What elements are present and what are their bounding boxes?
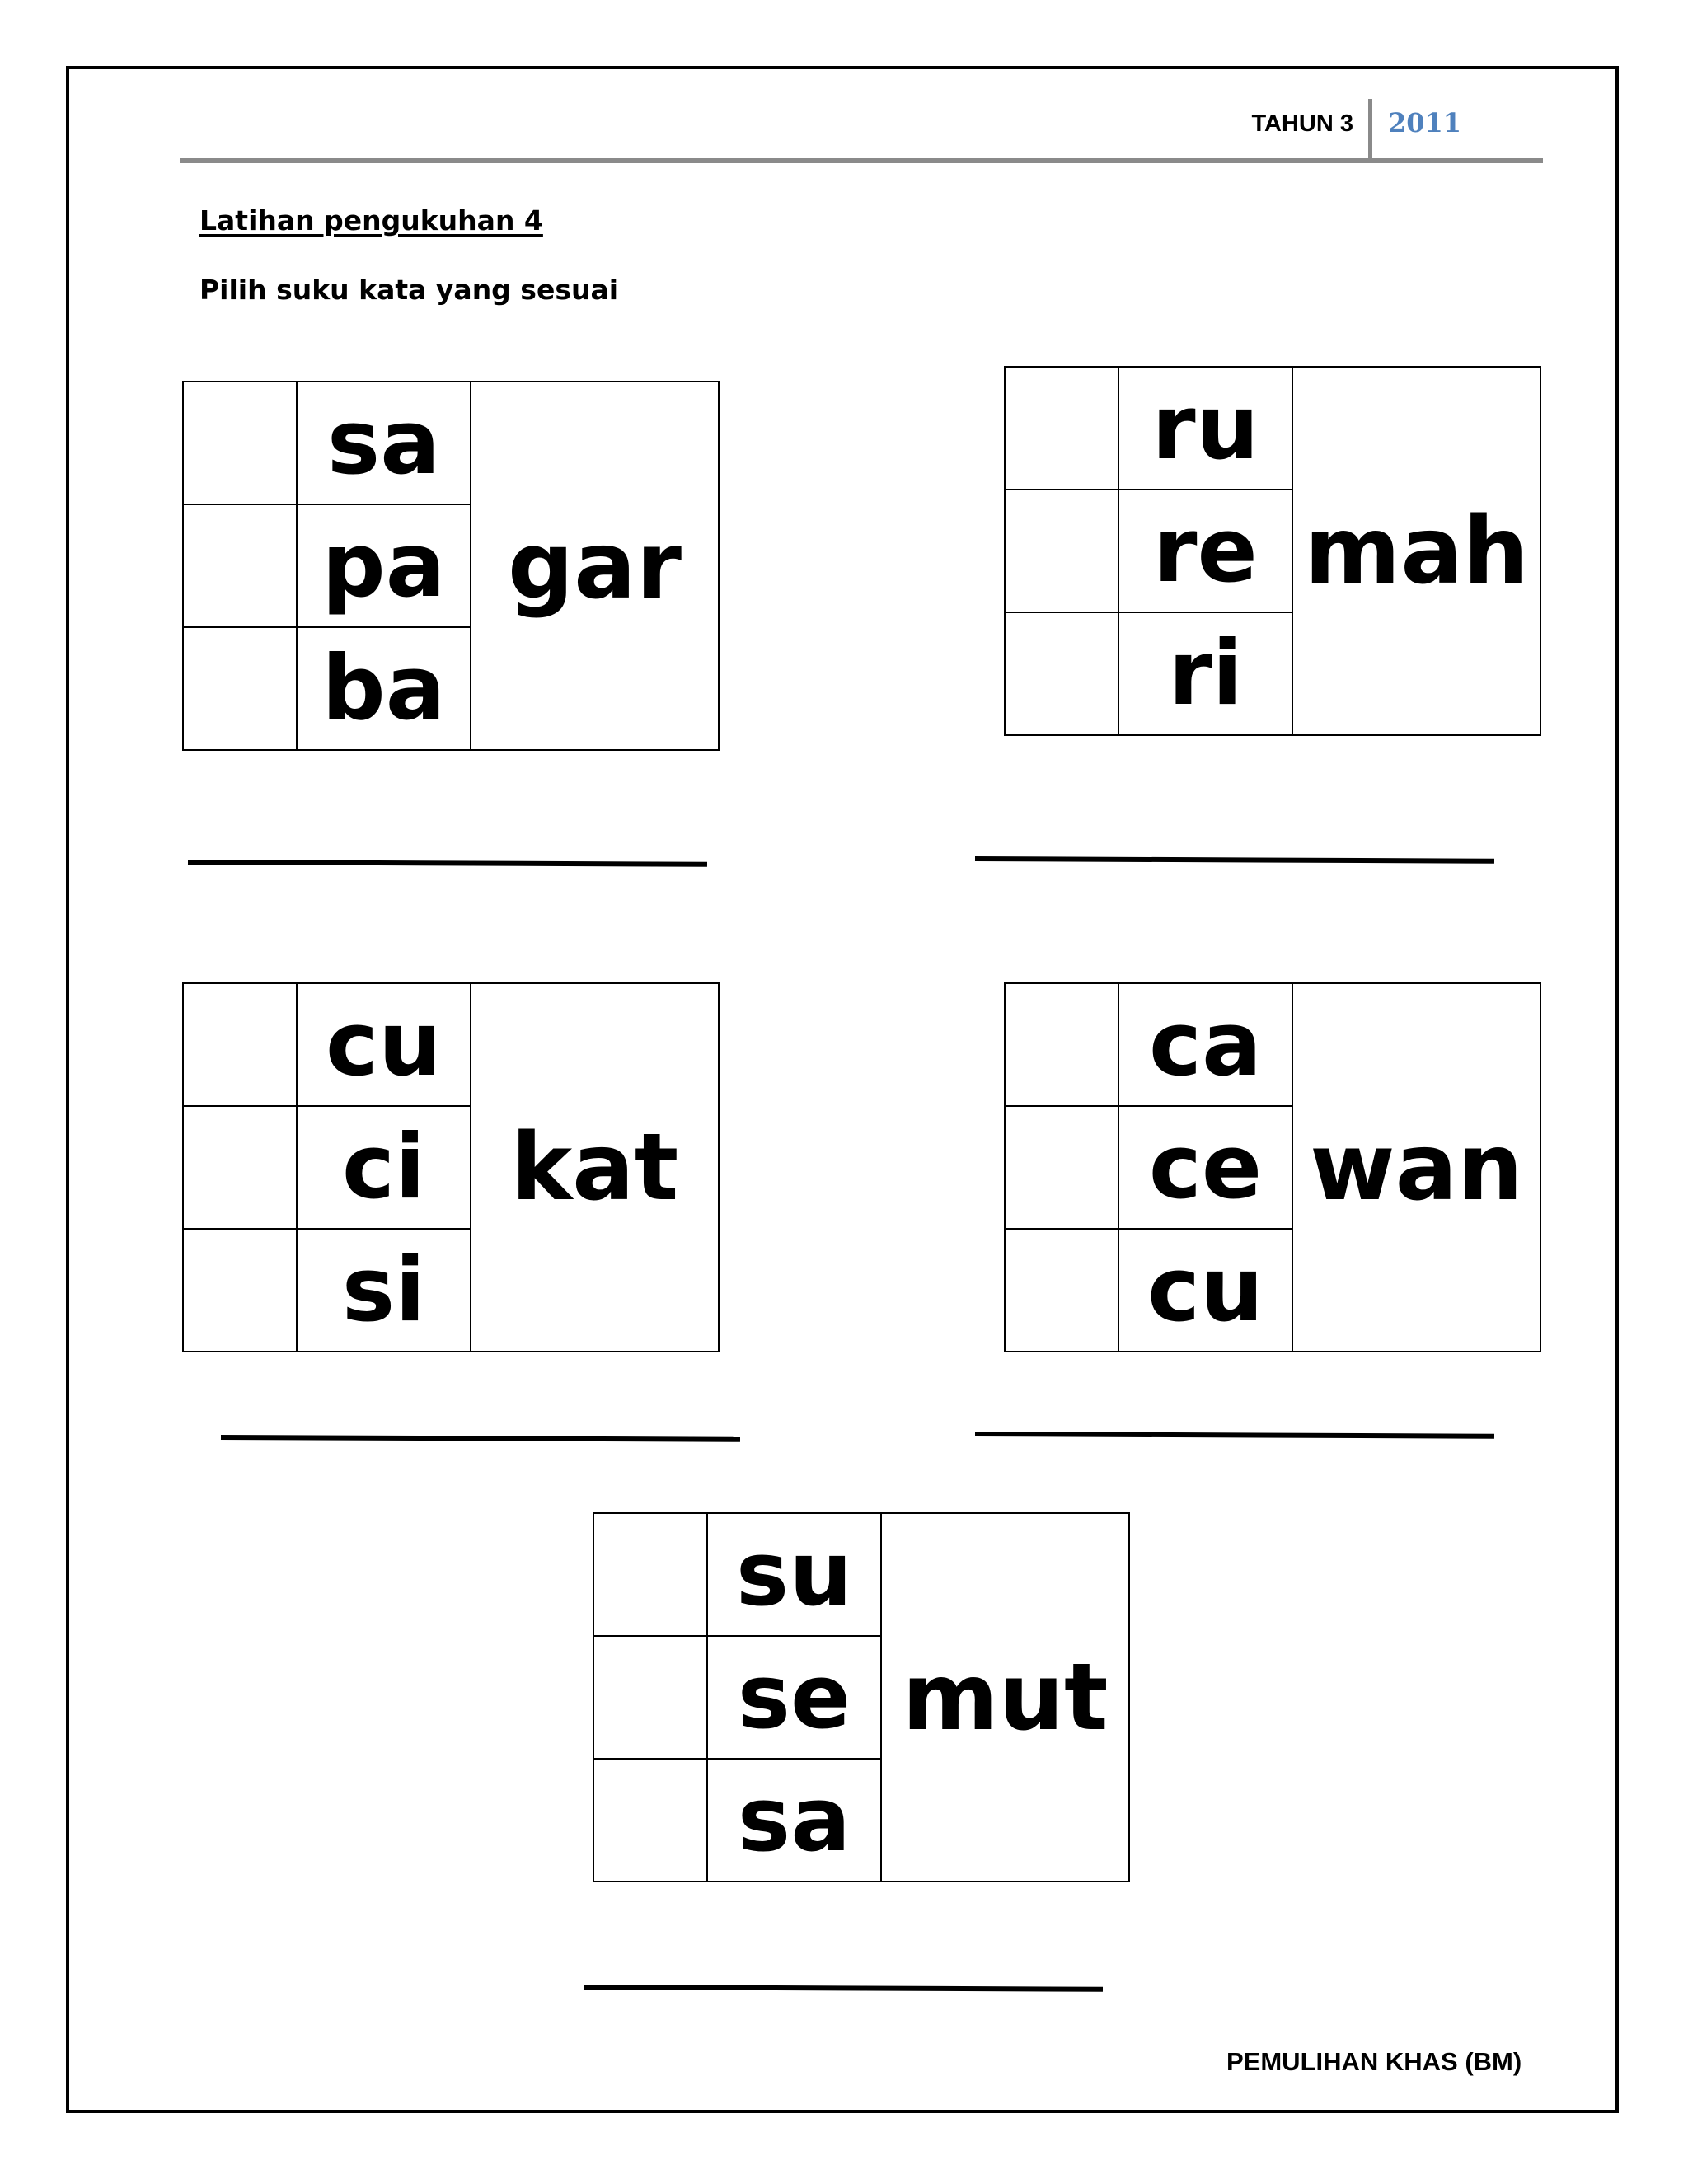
header-separator bbox=[1368, 99, 1372, 160]
answer-box[interactable] bbox=[1005, 490, 1118, 612]
answer-box[interactable] bbox=[183, 382, 297, 504]
word-ending: kat bbox=[471, 983, 719, 1352]
word-ending: gar bbox=[471, 382, 719, 750]
exercise-4 bbox=[1004, 982, 1540, 1352]
syllable-option: cu bbox=[1118, 1229, 1292, 1352]
answer-box[interactable] bbox=[593, 1636, 707, 1759]
syllable-grid bbox=[1004, 366, 1541, 736]
syllable-option: sa bbox=[707, 1759, 881, 1882]
exercise-5 bbox=[593, 1512, 1128, 1882]
syllable-option: se bbox=[707, 1636, 881, 1759]
answer-box[interactable] bbox=[593, 1513, 707, 1636]
answer-box[interactable] bbox=[1005, 367, 1118, 490]
year-label: 2011 bbox=[1388, 107, 1462, 138]
answer-box[interactable] bbox=[1005, 612, 1118, 735]
syllable-grid bbox=[593, 1512, 1130, 1882]
exercise-2 bbox=[1004, 366, 1540, 735]
syllable-option: sa bbox=[297, 382, 471, 504]
answer-box[interactable] bbox=[183, 1106, 297, 1229]
answer-box[interactable] bbox=[1005, 1229, 1118, 1352]
answer-box[interactable] bbox=[183, 504, 297, 627]
syllable-option: ru bbox=[1118, 367, 1292, 490]
syllable-grid bbox=[1004, 982, 1541, 1352]
syllable-option: ce bbox=[1118, 1106, 1292, 1229]
syllable-option: su bbox=[707, 1513, 881, 1636]
syllable-option: re bbox=[1118, 490, 1292, 612]
answer-box[interactable] bbox=[593, 1759, 707, 1882]
footer-label: PEMULIHAN KHAS (BM) bbox=[1226, 2047, 1522, 2076]
answer-box[interactable] bbox=[183, 983, 297, 1106]
syllable-option: ba bbox=[297, 627, 471, 750]
grade-label: TAHUN 3 bbox=[1251, 110, 1353, 137]
syllable-grid bbox=[182, 381, 720, 751]
answer-box[interactable] bbox=[183, 627, 297, 750]
worksheet-title: Latihan pengukuhan 4 bbox=[199, 204, 543, 237]
syllable-option: ci bbox=[297, 1106, 471, 1229]
syllable-option: cu bbox=[297, 983, 471, 1106]
answer-box[interactable] bbox=[1005, 983, 1118, 1106]
answer-box[interactable] bbox=[183, 1229, 297, 1352]
syllable-option: ri bbox=[1118, 612, 1292, 735]
syllable-option: si bbox=[297, 1229, 471, 1352]
exercise-3 bbox=[182, 982, 718, 1352]
instruction-text: Pilih suku kata yang sesuai bbox=[199, 274, 619, 306]
syllable-option: pa bbox=[297, 504, 471, 627]
header-rule bbox=[180, 158, 1543, 163]
word-ending: mah bbox=[1292, 367, 1540, 735]
word-ending: mut bbox=[881, 1513, 1129, 1882]
answer-box[interactable] bbox=[1005, 1106, 1118, 1229]
exercise-1 bbox=[182, 381, 718, 750]
syllable-grid bbox=[182, 982, 720, 1352]
syllable-option: ca bbox=[1118, 983, 1292, 1106]
word-ending: wan bbox=[1292, 983, 1540, 1352]
